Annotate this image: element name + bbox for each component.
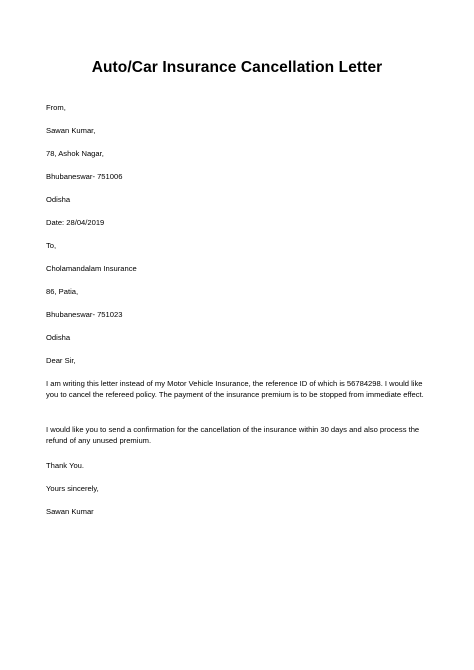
thanks-line: Thank You. [46,461,85,470]
recipient-address: 86, Patia, [46,287,79,296]
letter-title: Auto/Car Insurance Cancellation Letter [91,59,383,76]
sender-state: Odisha [46,195,71,204]
body-paragraph-2: I would like you to send a confirmation for the cancellation of the insurance within 30 days and also process the refund of any unused premium. [46,425,420,446]
recipient-state: Odisha [46,333,71,342]
from-label: From, [46,103,66,112]
body-paragraph-1: I am writing this letter instead of my Motor Vehicle Insurance, the reference ID of which is 56784298. I would like you to cancel the refereed policy. The payment of the insurance premium is to be stopped from immediate effect. [46,379,424,400]
sender-name: Sawan Kumar, [46,126,96,135]
recipient-name: Cholamandalam Insurance [46,264,137,273]
letter-date: Date: 28/04/2019 [46,218,105,227]
salutation: Dear Sir, [46,356,76,365]
recipient-city: Bhubaneswar- 751023 [46,310,123,319]
sender-address: 78, Ashok Nagar, [46,149,104,158]
sender-city: Bhubaneswar- 751006 [46,172,123,181]
to-label: To, [46,241,57,250]
closing-line: Yours sincerely, [46,484,99,493]
signature-name: Sawan Kumar [46,507,94,516]
